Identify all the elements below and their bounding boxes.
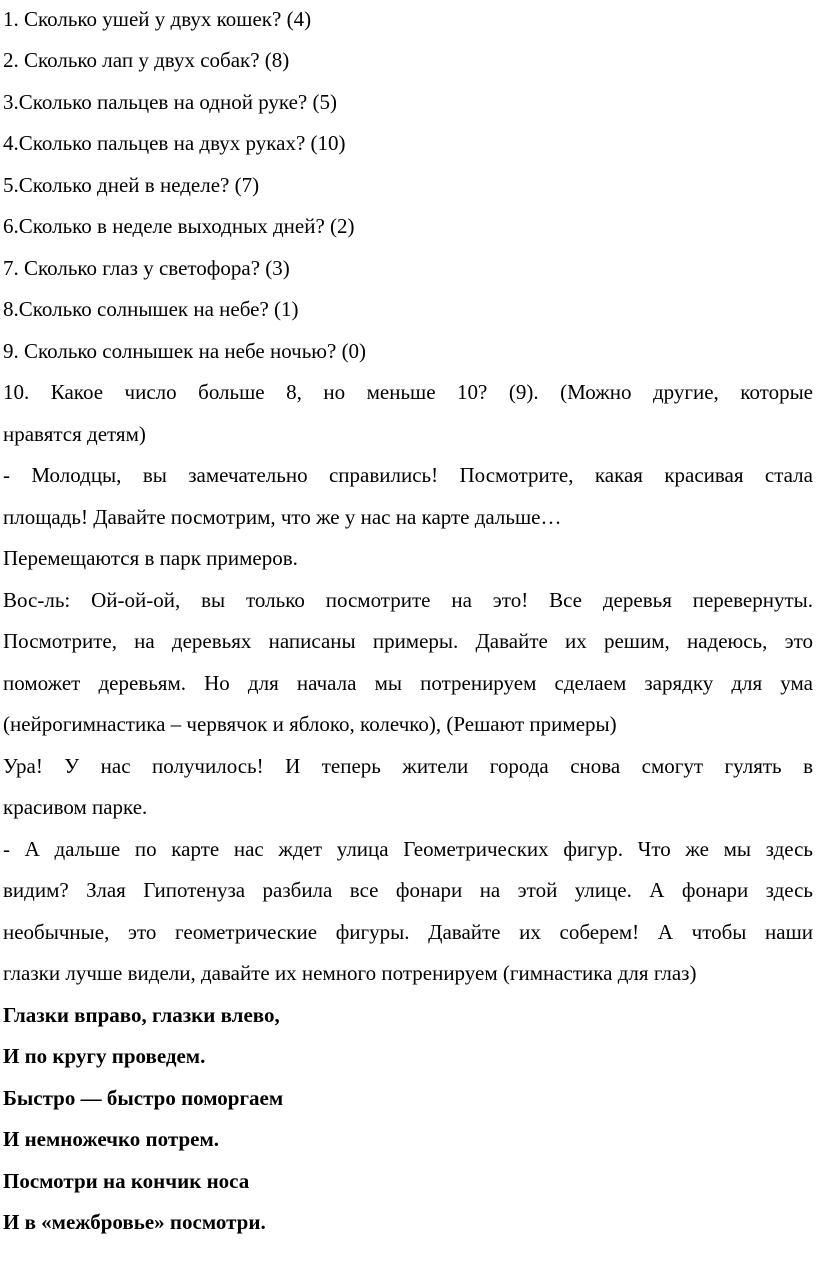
hooray-line-1: Ура! У нас получилось! И теперь жители города снова смогут гулять в	[3, 754, 813, 778]
teacher-line-2: Посмотрите, на деревьях написаны примеры. Давайте их решим, надеюсь, это	[3, 629, 813, 653]
teacher-line-1: Вос-ль: Ой-ой-ой, вы только посмотрите на это! Все деревья перевернуты.	[3, 588, 813, 612]
question-8: 8.Сколько солнышек на небе? (1)	[3, 297, 299, 321]
question-10-line-1: 10. Какое число больше 8, но меньше 10? (9). (Можно другие, которые	[3, 380, 813, 404]
poem-line-2: И по кругу проведем.	[3, 1044, 206, 1068]
question-3: 3.Сколько пальцев на одной руке? (5)	[3, 90, 337, 114]
geometry-line-3: необычные, это геометрические фигуры. Давайте их соберем! А чтобы наши	[3, 920, 813, 944]
hooray-line-2: красивом парке.	[3, 795, 148, 819]
question-9: 9. Сколько солнышек на небе ночью? (0)	[3, 339, 367, 363]
poem-line-4: И немножечко потрем.	[3, 1127, 219, 1151]
move-to-park: Перемещаются в парк примеров.	[3, 546, 298, 570]
teacher-line-3: поможет деревьям. Но для начала мы потренируем сделаем зарядку для ума	[3, 671, 813, 695]
question-6: 6.Сколько в неделе выходных дней? (2)	[3, 214, 355, 238]
teacher-line-4: (нейрогимнастика – червячок и яблоко, колечко), (Решают примеры)	[3, 712, 617, 736]
question-2: 2. Сколько лап у двух собак? (8)	[3, 48, 290, 72]
praise-line-2: площадь! Давайте посмотрим, что же у нас на карте дальше…	[3, 505, 562, 529]
question-10-line-2: нравятся детям)	[3, 422, 146, 446]
question-7: 7. Сколько глаз у светофора? (3)	[3, 256, 290, 280]
poem-line-1: Глазки вправо, глазки влево,	[3, 1003, 280, 1027]
poem-line-3: Быстро — быстро поморгаем	[3, 1086, 284, 1110]
geometry-line-2: видим? Злая Гипотенуза разбила все фонари на этой улице. А фонари здесь	[3, 878, 813, 902]
question-5: 5.Сколько дней в неделе? (7)	[3, 173, 260, 197]
praise-line-1: - Молодцы, вы замечательно справились! Посмотрите, какая красивая стала	[3, 463, 813, 487]
geometry-line-4: глазки лучше видели, давайте их немного потренируем (гимнастика для глаз)	[3, 961, 697, 985]
poem-line-6: И в «межбровье» посмотри.	[3, 1210, 266, 1234]
question-4: 4.Сколько пальцев на двух руках? (10)	[3, 131, 346, 155]
question-1: 1. Сколько ушей у двух кошек? (4)	[3, 7, 312, 31]
poem-line-5: Посмотри на кончик носа	[3, 1169, 250, 1193]
geometry-line-1: - А дальше по карте нас ждет улица Геометрических фигур. Что же мы здесь	[3, 837, 813, 861]
